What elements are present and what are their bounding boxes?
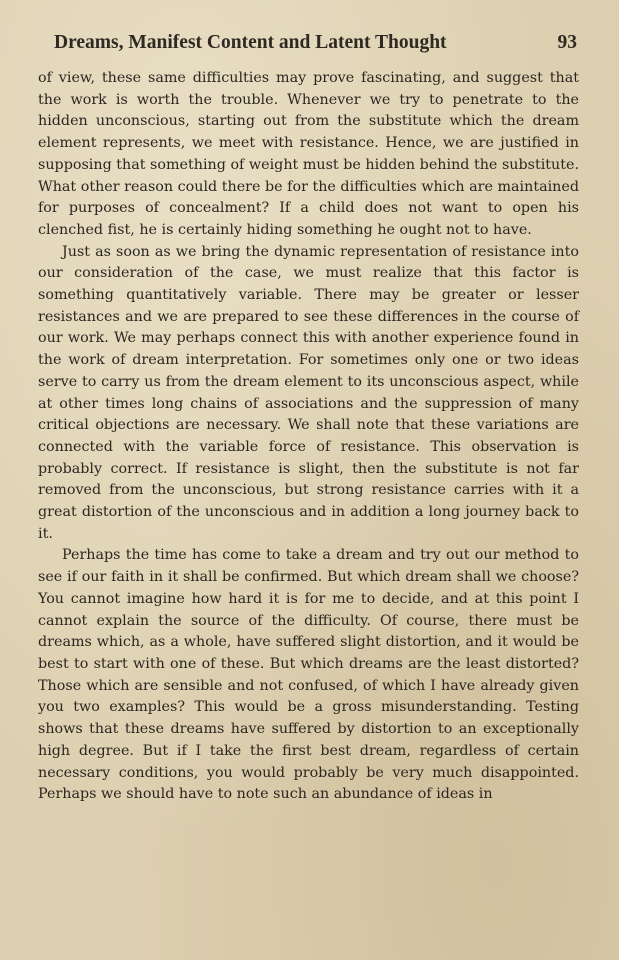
paragraph-continued: of view, these same difficulties may prove fascinating, and suggest that the work is worth the trouble. Whenever we try to penetrate to the hidden unconscious, starting out from the substitute which the dream element represents, we meet with resistance. Hence, we are justified in supposing that something of weight must be hidden behind the substitute. What other reason could there be for the difficulties which are maintained for purposes of concealment? If a child does not want to open his clenched fist, he is certainly hiding something he ought not to have.: [38, 70, 579, 238]
page-number: 93: [557, 32, 577, 53]
paragraph-choose-dream: Perhaps the time has come to take a dream and try out our method to see if our faith in it shall be confirmed. But which dream shall we choose? You cannot imagine how hard it is for me to decide, and at this point I cannot explain the source of the difficulty. Of course, there must be dreams which, as a whole, have suffered slight distortion, and it would be best to start with one of these. But which dreams are the least distorted? Those which are sensible and not confused, of which I have already given you two examples? This would be a gross misunderstanding. Testing shows that these dreams have suffered by distortion to an exceptionally high degree. But if I take the first best dream, regardless of certain necessary conditions, you would probably be very much disappointed. Perhaps we should have to note such an abundance of ideas in: [38, 547, 579, 803]
running-head: [54, 32, 577, 58]
body-text: [38, 68, 579, 806]
running-title: Dreams, Manifest Content and Latent Thought: [54, 32, 447, 53]
paragraph-resistance: Just as soon as we bring the dynamic representation of resistance into our consideration of the case, we must realize that this factor is something quantitatively variable. There may be greater or lesser resistances and we are prepared to see these differences in the course of our work. We may perhaps connect this with another experience found in the work of dream interpretation. For sometimes only one or two ideas serve to carry us from the dream element to its unconscious aspect, while at other times long chains of associations and the suppression of many critical objections are necessary. We shall note that these variations are connected with the variable force of resistance. This observation is probably correct. If resistance is slight, then the substitute is not far removed from the unconscious, but strong resistance carries with it a great distortion of the unconscious and in addition a long journey back to it.: [38, 243, 579, 542]
